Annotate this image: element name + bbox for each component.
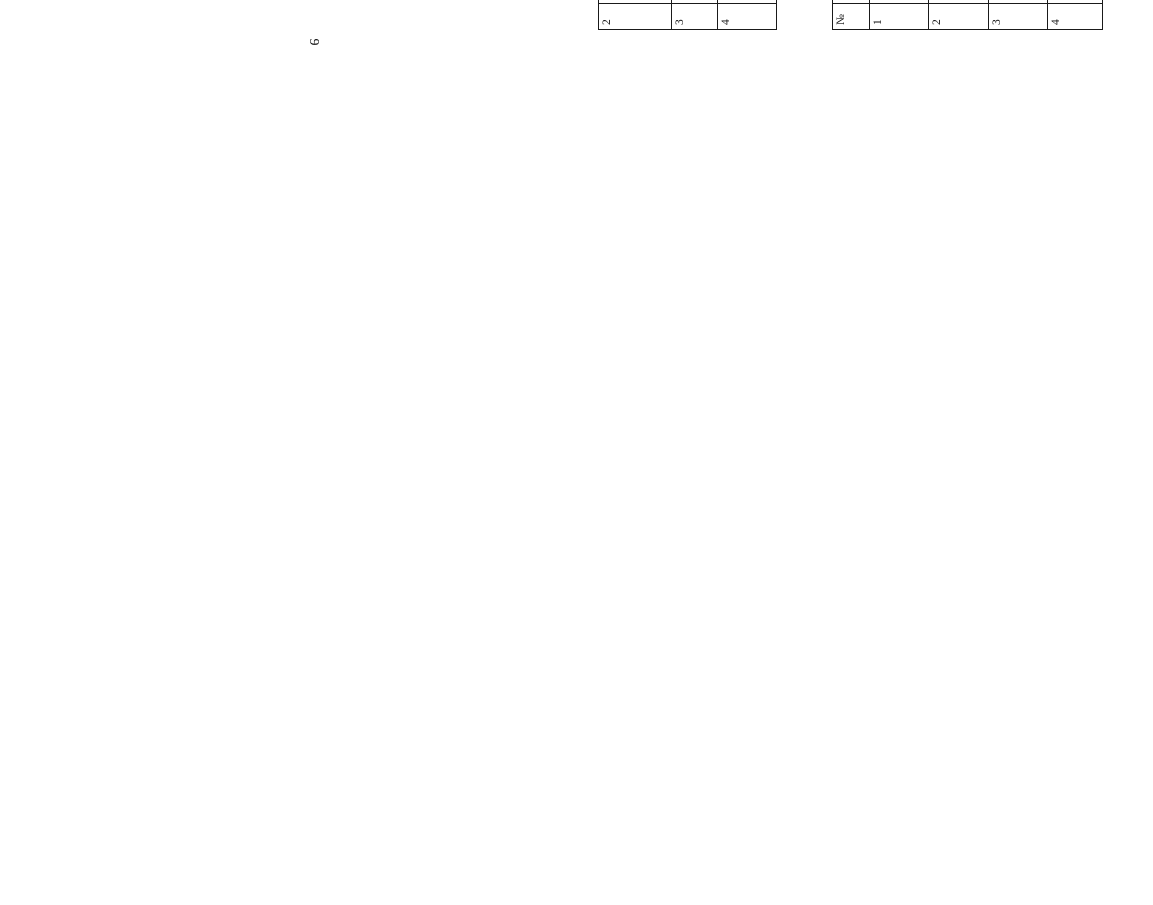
criterion-cell: [988, 0, 1047, 4]
table-row: [929, 0, 988, 30]
criterion-cell: [1047, 0, 1102, 4]
criterion-cell: [929, 0, 988, 4]
criterion-cell: [599, 0, 672, 4]
row-number: 3: [671, 4, 717, 30]
table-row: [599, 0, 672, 30]
page-number: 9: [306, 38, 321, 46]
criteria-table-level-3: [832, 0, 1103, 30]
table-row: [1047, 0, 1102, 30]
header-criterion: [833, 0, 870, 4]
table-row: [717, 0, 776, 30]
header-number: №: [833, 4, 870, 30]
table-header-row: [833, 0, 852, 30]
section-title: [810, 0, 827, 30]
row-number: 1: [870, 4, 929, 30]
criterion-cell: [671, 0, 717, 4]
row-number: 2: [929, 4, 988, 30]
criteria-table-level-2: [598, 0, 777, 30]
criterion-cell: [717, 0, 776, 4]
table-row: [988, 0, 1047, 30]
criterion-cell: [870, 0, 929, 4]
row-number: 4: [717, 4, 776, 30]
row-number: 3: [988, 4, 1047, 30]
table-row: [870, 0, 929, 30]
row-number: 4: [1047, 4, 1102, 30]
row-number: 2: [599, 4, 672, 30]
table-row: [671, 0, 717, 30]
document-sheet: [598, 0, 1153, 30]
max-score-note: [787, 0, 802, 30]
